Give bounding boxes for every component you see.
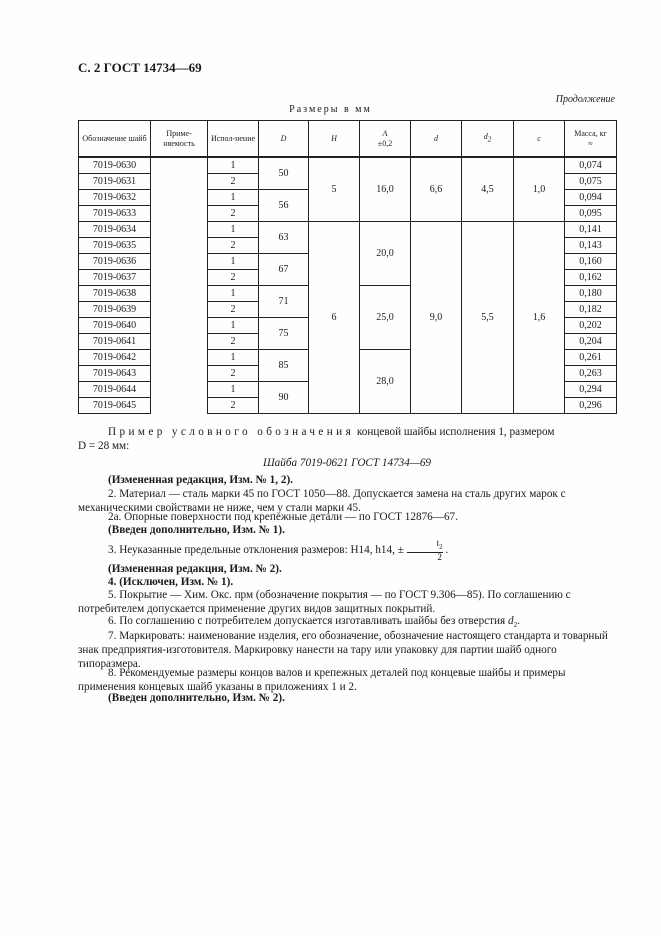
- cell-applicability: [151, 190, 208, 206]
- cell-A: 20,0: [360, 222, 411, 286]
- cell-applicability: [151, 270, 208, 286]
- cell-designation: 7019-0635: [79, 238, 151, 254]
- cell-designation: 7019-0633: [79, 206, 151, 222]
- cell-D: 71: [259, 286, 309, 318]
- cell-applicability: [151, 350, 208, 366]
- tolerance-fraction: $\frac{t_2}{2}$: [407, 539, 443, 562]
- cell-c: 1,6: [514, 222, 565, 414]
- cell-D: 90: [259, 382, 309, 414]
- cell-designation: 7019-0641: [79, 334, 151, 350]
- header-H: H: [309, 121, 360, 158]
- cell-version: 1: [208, 318, 259, 334]
- washer-spec-table: [78, 120, 617, 414]
- example-designation: Шайба 7019-0621 ГОСТ 14734—69: [262, 457, 432, 469]
- cell-version: 2: [208, 238, 259, 254]
- example-paragraph: Пример условного обозначения концевой шайбы исполнения 1, размером D = 28 мм:: [78, 426, 555, 452]
- cell-applicability: [151, 318, 208, 334]
- continuation-label: Продолжение: [555, 94, 615, 105]
- cell-applicability: [151, 398, 208, 414]
- cell-version: 2: [208, 366, 259, 382]
- header-d2: $d_2$: [462, 121, 514, 158]
- cell-version: 1: [208, 157, 259, 174]
- cell-designation: 7019-0631: [79, 174, 151, 190]
- header-version: Испол-нение: [208, 121, 259, 158]
- cell-D: 85: [259, 350, 309, 382]
- cell-version: 1: [208, 286, 259, 302]
- header-d: d: [411, 121, 462, 158]
- cell-A: 28,0: [360, 350, 411, 414]
- cell-D: 63: [259, 222, 309, 254]
- table-row: [79, 222, 617, 238]
- cell-designation: 7019-0643: [79, 366, 151, 382]
- table-header-row: [79, 121, 617, 158]
- cell-H: 6: [309, 222, 360, 414]
- cell-mass: 0,261: [565, 350, 617, 366]
- cell-mass: 0,202: [565, 318, 617, 334]
- cell-applicability: [151, 286, 208, 302]
- cell-designation: 7019-0630: [79, 157, 151, 174]
- cell-mass: 0,182: [565, 302, 617, 318]
- cell-applicability: [151, 302, 208, 318]
- page-header: С. 2 ГОСТ 14734—69: [78, 60, 202, 75]
- cell-version: 1: [208, 382, 259, 398]
- cell-version: 2: [208, 398, 259, 414]
- item-3: 3. Неуказанные предельные отклонения размеров: Н14, h14, ± $\frac{t_2}{2}$ .: [108, 538, 449, 562]
- item-7: 7. Маркировать: наименование изделия, его обозначение, обозначение настоящего стандарта и товарный знак предприятия-изготовителя. Маркировку нанести на тару или упаковку для партии шайб одного типоразмера.: [78, 630, 608, 670]
- cell-applicability: [151, 222, 208, 238]
- cell-mass: 0,294: [565, 382, 617, 398]
- cell-version: 2: [208, 334, 259, 350]
- cell-designation: 7019-0644: [79, 382, 151, 398]
- cell-mass: 0,180: [565, 286, 617, 302]
- cell-applicability: [151, 366, 208, 382]
- cell-c: 1,0: [514, 157, 565, 222]
- cell-applicability: [151, 157, 208, 174]
- cell-D: 50: [259, 157, 309, 190]
- table-row: [79, 157, 617, 174]
- cell-applicability: [151, 238, 208, 254]
- cell-d: 6,6: [411, 157, 462, 222]
- cell-version: 2: [208, 302, 259, 318]
- cell-applicability: [151, 254, 208, 270]
- cell-mass: 0,075: [565, 174, 617, 190]
- revision-note-3: (Измененная редакция, Изм. № 2).: [108, 563, 282, 575]
- cell-mass: 0,296: [565, 398, 617, 414]
- item-4: 4. (Исключен, Изм. № 1).: [108, 576, 234, 588]
- cell-version: 1: [208, 254, 259, 270]
- cell-mass: 0,141: [565, 222, 617, 238]
- header-applicability: Приме-няемость: [151, 121, 208, 158]
- cell-designation: 7019-0636: [79, 254, 151, 270]
- cell-D: 75: [259, 318, 309, 350]
- cell-mass: 0,095: [565, 206, 617, 222]
- item-2: 2. Материал — сталь марки 45 по ГОСТ 1050—88. Допускается замена на сталь других марок с механическими свойствами не ниже, чем у стали марки 45.: [78, 488, 566, 514]
- cell-version: 1: [208, 350, 259, 366]
- cell-A: 16,0: [360, 157, 411, 222]
- cell-mass: 0,204: [565, 334, 617, 350]
- cell-mass: 0,162: [565, 270, 617, 286]
- cell-version: 2: [208, 270, 259, 286]
- units-caption: Размеры в мм: [289, 104, 372, 115]
- cell-version: 1: [208, 222, 259, 238]
- header-designation: Обозначение шайб: [79, 121, 151, 158]
- cell-applicability: [151, 174, 208, 190]
- cell-mass: 0,074: [565, 157, 617, 174]
- item-6: 6. По соглашению с потребителем допускается изготавливать шайбы без отверстия $d_2$.: [108, 615, 520, 630]
- item-5: 5. Покрытие — Хим. Окс. прм (обозначение покрытия — по ГОСТ 9.306—85). По соглашению с потребителем допускается применение других видов защитных покрытий.: [78, 589, 571, 615]
- cell-designation: 7019-0642: [79, 350, 151, 366]
- cell-designation: 7019-0640: [79, 318, 151, 334]
- cell-mass: 0,160: [565, 254, 617, 270]
- item-8: 8. Рекомендуемые размеры концов валов и крепежных деталей под концевые шайбы и примеры применения концевых шайб указаны в приложениях 1 и 2.: [78, 667, 566, 693]
- cell-applicability: [151, 382, 208, 398]
- cell-version: 1: [208, 190, 259, 206]
- cell-designation: 7019-0637: [79, 270, 151, 286]
- header-A: A ±0,2: [360, 121, 411, 158]
- cell-D: 67: [259, 254, 309, 286]
- cell-designation: 7019-0638: [79, 286, 151, 302]
- revision-note-4: (Введен дополнительно, Изм. № 2).: [108, 692, 285, 704]
- revision-note-2: (Введен дополнительно, Изм. № 1).: [108, 524, 285, 536]
- cell-d: 9,0: [411, 222, 462, 414]
- cell-applicability: [151, 206, 208, 222]
- cell-H: 5: [309, 157, 360, 222]
- cell-d2: 4,5: [462, 157, 514, 222]
- cell-designation: 7019-0639: [79, 302, 151, 318]
- header-D: D: [259, 121, 309, 158]
- header-c: c: [514, 121, 565, 158]
- cell-applicability: [151, 334, 208, 350]
- item-2a: 2а. Опорные поверхности под крепежные детали — по ГОСТ 12876—67.: [108, 511, 458, 523]
- cell-d2: 5,5: [462, 222, 514, 414]
- cell-mass: 0,143: [565, 238, 617, 254]
- cell-designation: 7019-0645: [79, 398, 151, 414]
- cell-A: 25,0: [360, 286, 411, 350]
- cell-designation: 7019-0634: [79, 222, 151, 238]
- cell-version: 2: [208, 174, 259, 190]
- cell-D: 56: [259, 190, 309, 222]
- header-mass: Масса, кг ≈: [565, 121, 617, 158]
- cell-mass: 0,094: [565, 190, 617, 206]
- cell-version: 2: [208, 206, 259, 222]
- revision-note-1: (Измененная редакция, Изм. № 1, 2).: [108, 474, 293, 486]
- cell-designation: 7019-0632: [79, 190, 151, 206]
- cell-mass: 0,263: [565, 366, 617, 382]
